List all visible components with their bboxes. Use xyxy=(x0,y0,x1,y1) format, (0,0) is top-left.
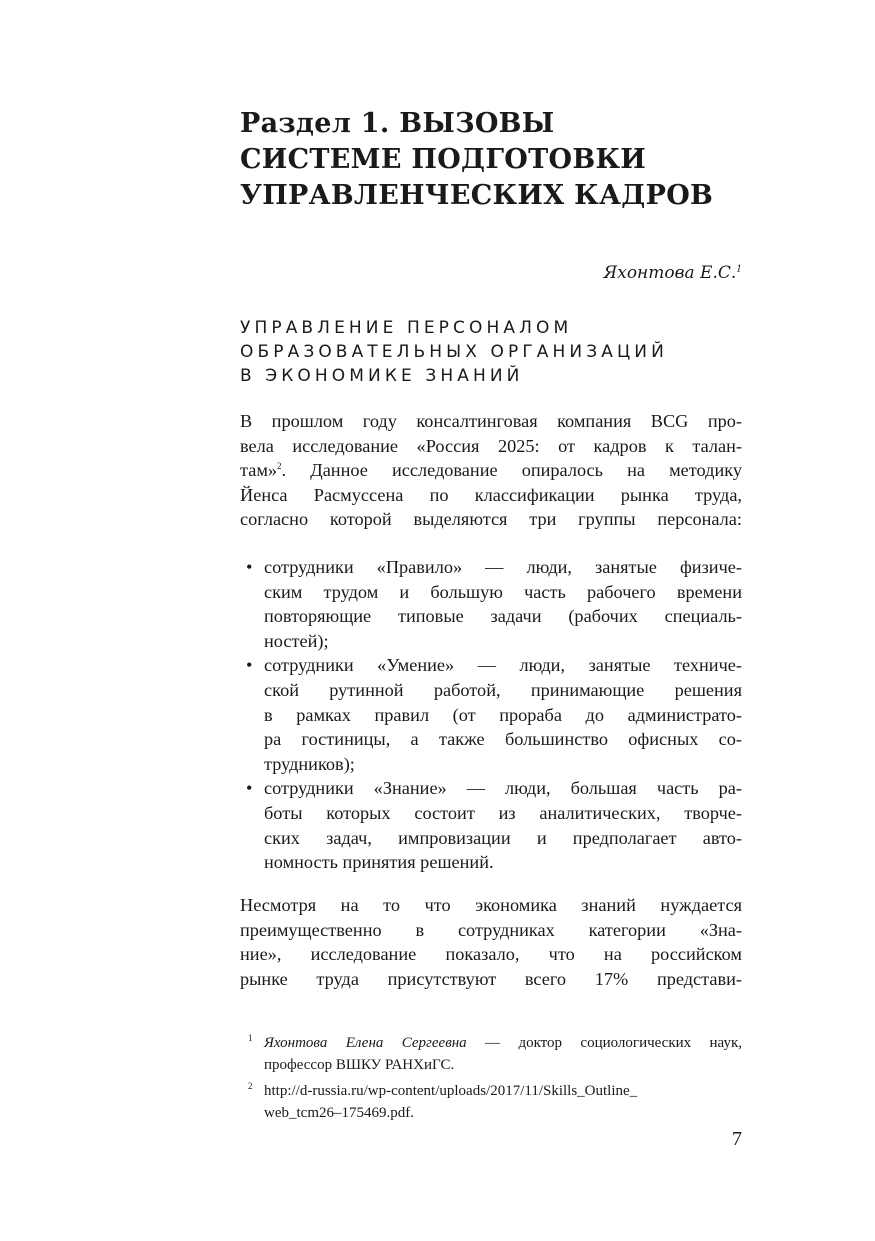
body-line: Йенса Расмуссена по классификации рынка труда, xyxy=(240,484,742,505)
list-item-line: боты которых состоит из аналитических, творче- xyxy=(264,802,742,823)
article-title-line-1: УПРАВЛЕНИЕ ПЕРСОНАЛОМ xyxy=(240,318,573,338)
paragraph-knowledge-economy xyxy=(240,893,742,991)
list-item-line: трудников); xyxy=(264,753,355,774)
footnote-2 xyxy=(240,1080,742,1124)
list-item xyxy=(240,653,742,776)
body-line: В прошлом году консалтинговая компания BCG про- xyxy=(240,411,742,431)
bullet-icon: • xyxy=(246,557,253,577)
footnote-url-line[interactable]: http://d-russia.ru/wp-content/uploads/2017/11/Skills_Outline_ xyxy=(264,1083,638,1099)
author-footnote-ref[interactable]: 1 xyxy=(736,264,742,275)
article-title xyxy=(240,316,668,388)
list-item-line: ской рутинной работой, принимающие решения xyxy=(264,679,742,700)
body-line: преимущественно в сотрудниках категории «Зна- xyxy=(240,919,742,940)
body-line-fragment: . Данное исследование опиралось на методику xyxy=(281,460,742,481)
article-title-line-2: ОБРАЗОВАТЕЛЬНЫХ ОРГАНИЗАЦИЙ xyxy=(240,342,668,362)
footnote-number: 1 xyxy=(248,1033,253,1043)
bullet-icon: • xyxy=(246,655,253,676)
author-name-text: Яхонтова Е.С. xyxy=(603,263,737,283)
section-title-line-2: СИСТЕМЕ ПОДГОТОВКИ xyxy=(240,144,647,175)
list-item-line: повторяющие типовые задачи (рабочих специаль- xyxy=(264,606,742,627)
list-item-line: ских задач, импровизации и предполагает авто- xyxy=(264,827,742,848)
list-item-line: в рамках правил (от прораба до администрато- xyxy=(264,704,742,725)
section-title-line-1: Раздел 1. ВЫЗОВЫ xyxy=(240,108,555,139)
bullet-icon: • xyxy=(246,778,253,799)
body-line: Несмотря на то что экономика знаний нуждается xyxy=(240,895,742,915)
footnote-author: Яхонтова Елена Сергеевна xyxy=(264,1035,467,1051)
book-page xyxy=(240,0,742,1241)
list-item-line: номность принятия решений. xyxy=(264,852,494,873)
article-title-line-3: В ЭКОНОМИКЕ ЗНАНИЙ xyxy=(240,366,524,386)
footnote-number: 2 xyxy=(248,1081,253,1091)
footnotes xyxy=(240,1032,742,1128)
body-line-fragment: там» xyxy=(240,460,278,481)
list-item-line: сотрудники «Знание» — люди, большая часть ра- xyxy=(264,778,742,799)
body-line: вела исследование «Россия 2025: от кадров к талан- xyxy=(240,435,742,456)
footnote-1 xyxy=(240,1032,742,1076)
footnote-text: — доктор социологических наук, xyxy=(466,1035,742,1051)
footnote-ref-2[interactable]: 2 xyxy=(277,461,282,472)
list-item-line: сотрудники «Правило» — люди, занятые физиче- xyxy=(264,557,742,577)
footnote-url-line[interactable]: web_tcm26–175469.pdf. xyxy=(264,1105,414,1121)
footnote-line: профессор ВШКУ РАНХиГС. xyxy=(264,1057,455,1073)
list-item-line: ностей); xyxy=(264,630,329,651)
body-line xyxy=(240,458,742,483)
section-title-line-3: УПРАВЛЕНЧЕСКИХ КАДРОВ xyxy=(240,180,714,211)
page-number: 7 xyxy=(732,1128,742,1150)
body-line: согласно которой выделяются три группы персонала: xyxy=(240,509,742,530)
list-item-line: ра гостиницы, а также большинство офисных со- xyxy=(264,729,742,750)
body-line: рынке труда присутствуют всего 17% представи- xyxy=(240,968,742,989)
staff-groups-list xyxy=(240,555,742,875)
section-title xyxy=(240,106,742,214)
list-item xyxy=(240,776,742,874)
paragraph-intro xyxy=(240,409,742,532)
body-line: ние», исследование показало, что на российском xyxy=(240,944,742,965)
author-name xyxy=(604,262,743,284)
list-item-line: ским трудом и большую часть рабочего времени xyxy=(264,581,742,602)
footnote-line xyxy=(264,1032,742,1054)
list-item xyxy=(240,555,742,653)
list-item-line: сотрудники «Умение» — люди, занятые техниче- xyxy=(264,655,742,676)
